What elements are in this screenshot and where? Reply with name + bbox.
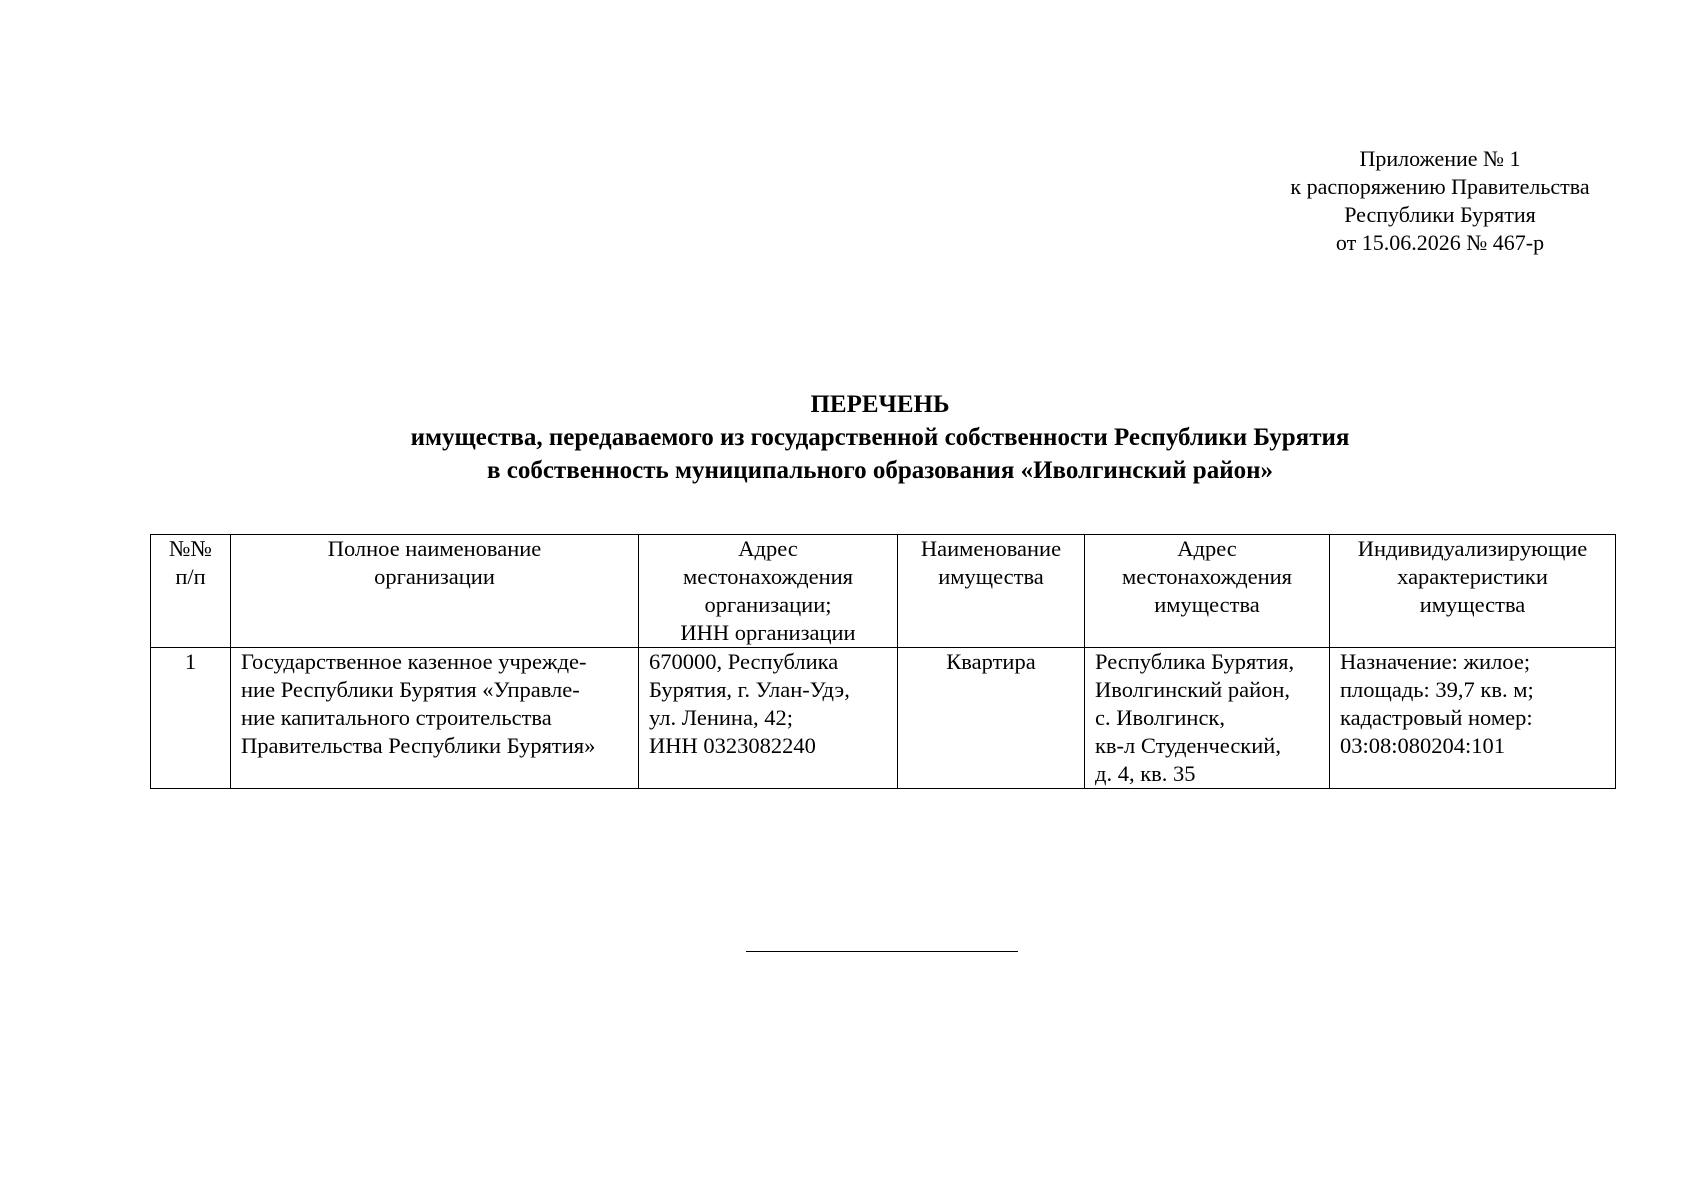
title-subheading-2: в собственность муниципального образования «Иволгинский район» bbox=[486, 457, 1274, 484]
header-org-address: Адрес местонахождения организации; ИНН организации bbox=[639, 535, 898, 648]
title-subheading-1: имущества, передаваемого из государственной собственности Республики Бурятия bbox=[410, 424, 1350, 451]
header-org-name: Полное наименование организации bbox=[231, 535, 639, 648]
cell-number: 1 bbox=[151, 648, 231, 789]
appendix-republic: Республики Бурятия bbox=[1344, 202, 1536, 227]
table-row bbox=[151, 648, 1616, 789]
cell-property-address: Республика Бурятия, Иволгинский район, с. Иволгинск, кв-л Студенческий, д. 4, кв. 35 bbox=[1085, 648, 1330, 789]
header-property-address: Адрес местонахождения имущества bbox=[1085, 535, 1330, 648]
cell-property-name: Квартира bbox=[898, 648, 1085, 789]
appendix-number: Приложение № 1 bbox=[1359, 146, 1521, 171]
document-title bbox=[150, 388, 1610, 487]
appendix-date-number: от 15.06.2026 № 467-р bbox=[1335, 230, 1545, 255]
header-characteristics: Индивидуализирующие характеристики имущества bbox=[1330, 535, 1616, 648]
appendix-block bbox=[1200, 145, 1680, 257]
cell-characteristics: Назначение: жилое; площадь: 39,7 кв. м; кадастровый номер: 03:08:080204:101 bbox=[1330, 648, 1616, 789]
header-property-name: Наименование имущества bbox=[898, 535, 1085, 648]
table-header-row bbox=[151, 535, 1616, 648]
cell-org-address: 670000, Республика Бурятия, г. Улан-Удэ, ул. Ленина, 42; ИНН 0323082240 bbox=[639, 648, 898, 789]
title-heading: ПЕРЕЧЕНЬ bbox=[810, 391, 950, 418]
property-list-table bbox=[150, 534, 1616, 789]
appendix-order-ref: к распоряжению Правительства bbox=[1290, 174, 1590, 199]
cell-org-name: Государственное казенное учрежде- ние Республики Бурятия «Управле- ние капитального строительства Правительства Республики Бурятия» bbox=[231, 648, 639, 789]
closing-divider-line bbox=[746, 951, 1018, 952]
header-number: №№ п/п bbox=[151, 535, 231, 648]
